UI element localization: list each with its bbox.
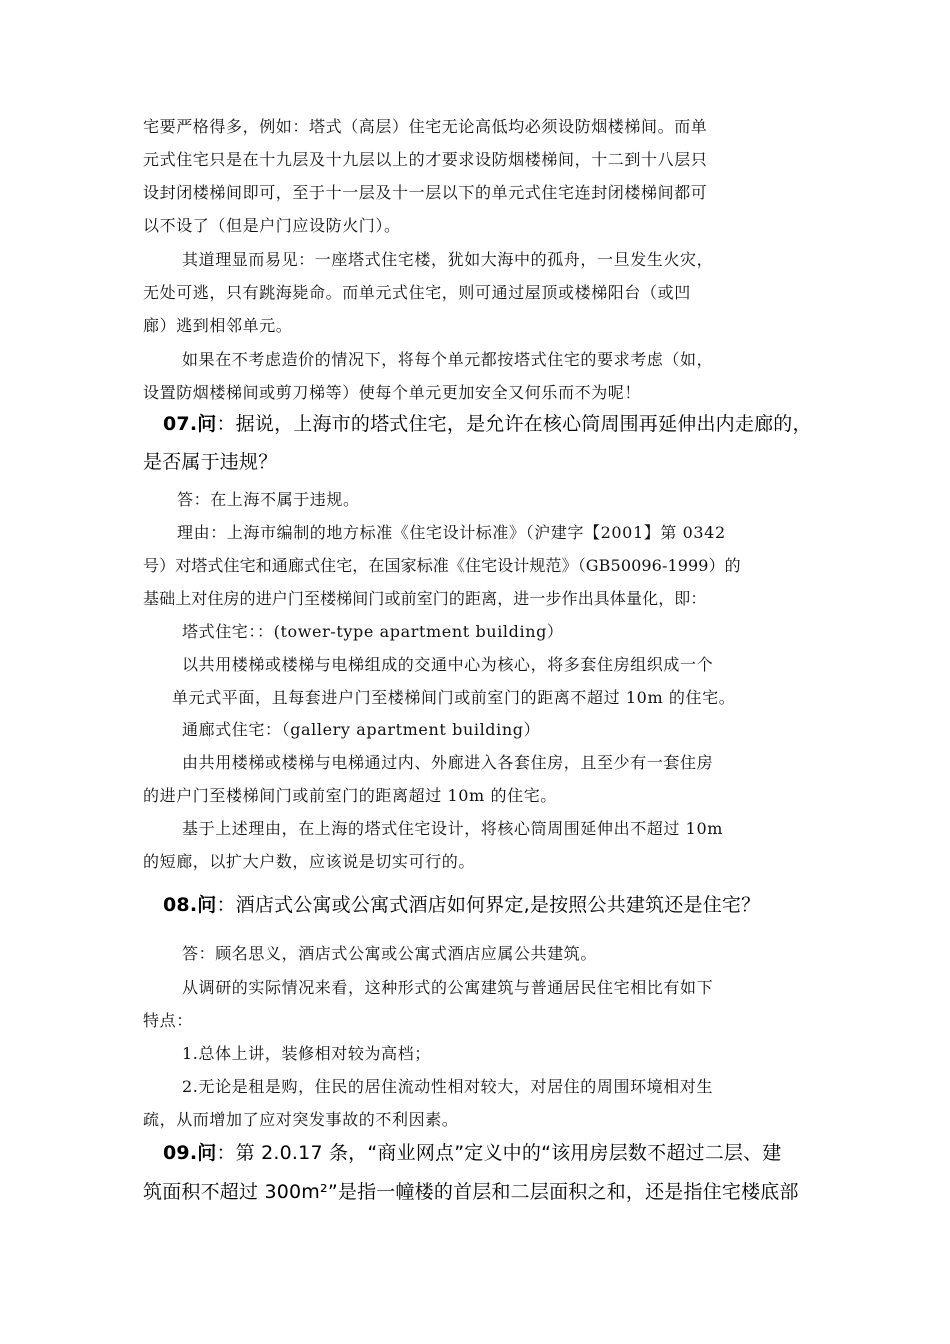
definition-term: 塔式住宅：：(tower-type apartment building） [182,622,564,641]
body-line: 的进户门至楼梯间门或前室门的距离超过 10m 的住宅。 [143,786,557,805]
question-heading [0,895,950,915]
question-text: ：酒店式公寓或公寓式酒店如何界定,是按照公共建筑还是住宅？ [216,894,761,916]
body-line: 由共用楼梯或楼梯与电梯通过内、外廊进入各套住房，且至少有一套住房 [182,753,714,772]
body-line: 宅要严格得多，例如：塔式（高层）住宅无论高低均必须设防烟楼梯间。而单 [143,117,708,136]
list-item: 1.总体上讲，装修相对较为高档； [182,1044,431,1063]
question-heading [0,1143,950,1163]
body-line: 答：顾名思义，酒店式公寓或公寓式酒店应属公共建筑。 [182,944,598,963]
question-continuation: 筑面积不超过 300m²”是指一幢楼的首层和二层面积之和，还是指住宅楼底部 [143,1181,799,1203]
question-number: 08.问 [163,894,217,916]
body-line: 元式住宅只是在十九层及十九层以上的才要求设防烟楼梯间，十二到十八层只 [143,150,708,169]
question-text: ：第 2.0.17 条，“商业网点”定义中的“该用房层数不超过二层、建 [216,1142,782,1164]
body-line: 号）对塔式住宅和通廊式住宅，在国家标准《住宅设计规范》（GB50096-1999）的 [143,556,741,575]
body-line: 疏，从而增加了应对突发事故的不利因素。 [143,1110,459,1129]
body-line: 的短廊，以扩大户数，应该说是切实可行的。 [143,852,476,871]
body-line: 廊）逃到相邻单元。 [143,316,293,335]
body-line: 设置防烟楼梯间或剪刀梯等）使每个单元更加安全又何乐而不为呢！ [143,383,642,402]
body-line: 特点： [143,1011,193,1030]
body-line: 以不设了（但是户门应设防火门）。 [143,216,401,235]
question-number: 09.问 [163,1142,217,1164]
body-line: 基于上述理由，在上海的塔式住宅设计，将核心筒周围延伸出不超过 10m [182,819,724,838]
definition-term: 通廊式住宅：（gallery apartment building） [182,720,541,739]
question-continuation: 是否属于违规？ [143,451,278,473]
body-line: 基础上对住房的进户门至楼梯间门或前室门的距离，进一步作出具体量化，即： [143,589,707,608]
body-line: 无处可逃，只有跳海毙命。而单元式住宅，则可通过屋顶或楼梯阳台（或凹 [143,283,691,302]
list-item: 2.无论是租是购，住民的居住流动性相对较大，对居住的周围环境相对生 [182,1077,714,1096]
body-line: 从调研的实际情况来看，这种形式的公寓建筑与普通居民住宅相比有如下 [182,978,714,997]
body-line: 单元式平面，且每套进户门至楼梯间门或前室门的距离不超过 10m 的住宅。 [172,688,736,707]
question-text: ：据说，上海市的塔式住宅，是允许在核心筒周围再延伸出内走廊的， [216,413,812,435]
body-line: 以共用楼梯或楼梯与电梯组成的交通中心为核心，将多套住房组织成一个 [182,655,714,674]
question-heading [0,414,950,434]
question-number: 07.问 [163,413,217,435]
body-line: 其道理显而易见：一座塔式住宅楼，犹如大海中的孤舟，一旦发生火灾， [182,250,714,269]
body-line: 答：在上海不属于违规。 [177,490,360,509]
body-line: 理由：上海市编制的地方标准《住宅设计标准》（沪建字【2001】第 0342 [177,523,726,542]
body-line: 如果在不考虑造价的情况下，将每个单元都按塔式住宅的要求考虑（如， [182,350,714,369]
body-line: 设封闭楼梯间即可，至于十一层及十一层以下的单元式住宅连封闭楼梯间都可 [143,183,708,202]
